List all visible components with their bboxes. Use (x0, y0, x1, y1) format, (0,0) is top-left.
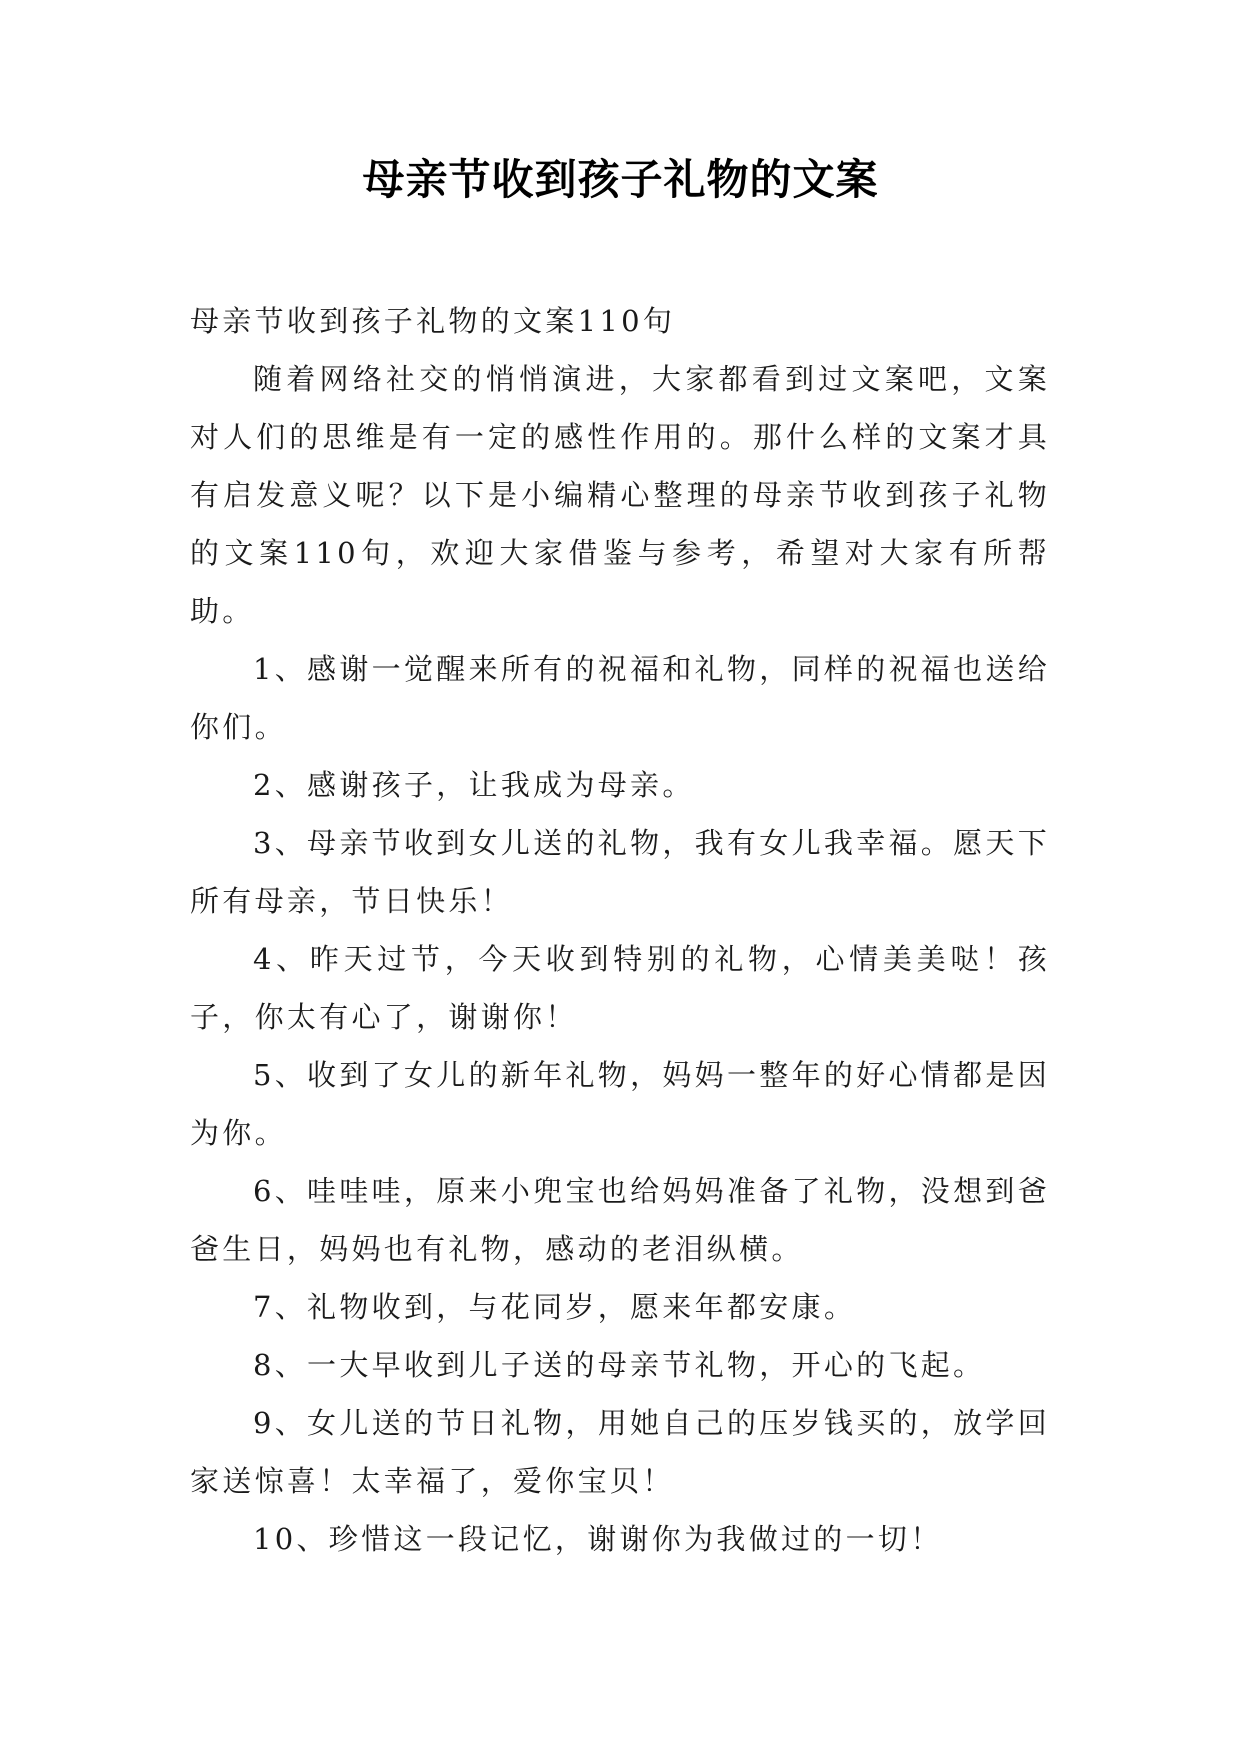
document-subtitle: 母亲节收到孩子礼物的文案110句 (190, 304, 676, 338)
list-item: 8、一大早收到儿子送的母亲节礼物，开心的飞起。 (253, 1348, 986, 1382)
list-item: 9、女儿送的节日礼物，用她自己的压岁钱买的，放学回家送惊喜！太幸福了，爱你宝贝！ (190, 1406, 1050, 1498)
list-item: 7、礼物收到，与花同岁，愿来年都安康。 (253, 1290, 857, 1324)
list-item: 10、珍惜这一段记忆，谢谢你为我做过的一切！ (253, 1522, 943, 1556)
list-item: 6、哇哇哇，原来小兜宝也给妈妈准备了礼物，没想到爸爸生日，妈妈也有礼物，感动的老泪纵横。 (190, 1174, 1050, 1266)
document-body (190, 292, 1050, 1568)
list-item: 5、收到了女儿的新年礼物，妈妈一整年的好心情都是因为你。 (190, 1058, 1050, 1150)
document-title: 母亲节收到孩子礼物的文案 (362, 155, 879, 204)
list-item: 3、母亲节收到女儿送的礼物，我有女儿我幸福。愿天下所有母亲，节日快乐！ (190, 826, 1050, 918)
intro-paragraph: 随着网络社交的悄悄演进，大家都看到过文案吧，文案对人们的思维是有一定的感性作用的。那什么样的文案才具有启发意义呢？以下是小编精心整理的母亲节收到孩子礼物的文案110句，欢迎大家借鉴与参考，希望对大家有所帮助。 (190, 362, 1050, 628)
list-item: 1、感谢一觉醒来所有的祝福和礼物，同样的祝福也送给你们。 (190, 652, 1050, 744)
list-item: 4、昨天过节，今天收到特别的礼物，心情美美哒！孩子，你太有心了，谢谢你！ (190, 942, 1050, 1034)
list-item: 2、感谢孩子，让我成为母亲。 (253, 768, 695, 802)
